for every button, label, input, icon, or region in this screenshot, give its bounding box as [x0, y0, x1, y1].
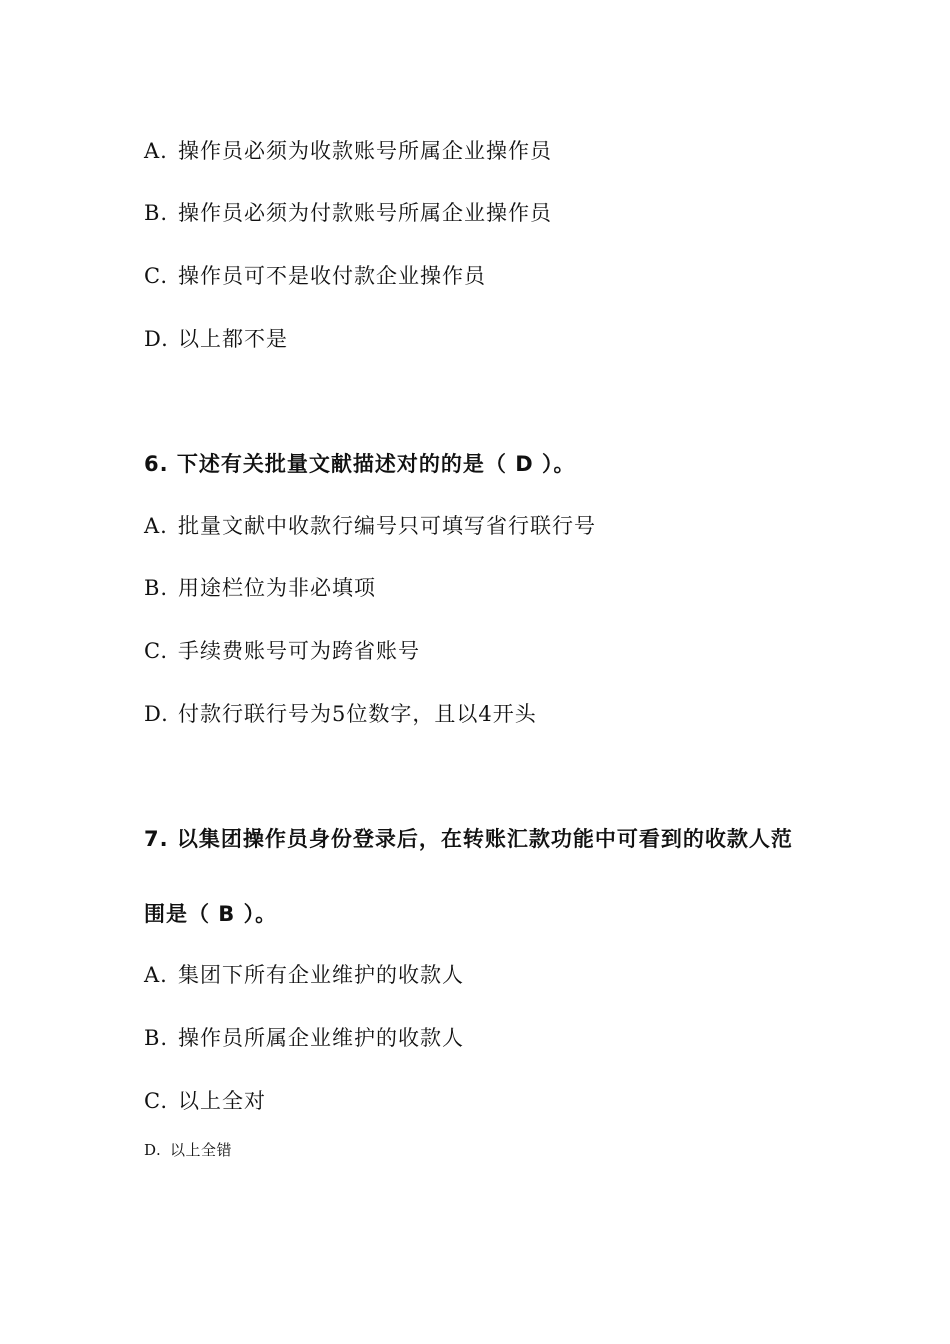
option-letter: C.	[144, 264, 168, 288]
q5-option-c	[144, 262, 486, 290]
option-letter: D.	[144, 1141, 162, 1159]
q7-option-d	[144, 1140, 232, 1160]
q5-option-a	[144, 137, 552, 165]
option-text: 集团下所有企业维护的收款人	[178, 963, 464, 987]
option-letter: A.	[144, 139, 168, 163]
option-text: 操作员必须为付款账号所属企业操作员	[178, 201, 552, 225]
option-text: 以上全对	[178, 1089, 266, 1113]
option-letter: A.	[144, 963, 168, 987]
q7-option-c	[144, 1087, 266, 1115]
option-letter: D.	[144, 702, 169, 726]
option-letter: C.	[144, 639, 168, 663]
option-text: 以上都不是	[178, 327, 288, 351]
q6-option-b	[144, 574, 376, 602]
option-text: 用途栏位为非必填项	[178, 576, 376, 600]
option-letter: A.	[144, 514, 168, 538]
q6-option-a	[144, 512, 596, 540]
option-letter: C.	[144, 1089, 168, 1113]
option-text: 批量文献中收款行编号只可填写省行联行号	[178, 514, 596, 538]
option-letter: B.	[144, 1026, 169, 1050]
q7-option-a	[144, 961, 464, 989]
q5-option-b	[144, 199, 552, 227]
q5-option-d	[144, 325, 288, 353]
option-letter: B.	[144, 201, 169, 225]
option-text: 以上全错	[170, 1141, 233, 1159]
option-text: 操作员必须为收款账号所属企业操作员	[178, 139, 552, 163]
q6-option-d	[144, 700, 537, 728]
q6-option-c	[144, 637, 420, 665]
option-text: 操作员可不是收付款企业操作员	[178, 264, 486, 288]
q6-stem: 6. 下述有关批量文献描述对的的是（ D ）。	[144, 452, 576, 476]
q7-stem-line2: 围是（ B ）。	[144, 902, 278, 926]
q7-stem-line1: 7. 以集团操作员身份登录后，在转账汇款功能中可看到的收款人范	[144, 827, 793, 851]
option-letter: D.	[144, 327, 169, 351]
option-text: 付款行联行号为5位数字，且以4开头	[178, 702, 537, 726]
option-letter: B.	[144, 576, 169, 600]
q7-option-b	[144, 1024, 464, 1052]
option-text: 手续费账号可为跨省账号	[178, 639, 420, 663]
option-text: 操作员所属企业维护的收款人	[178, 1026, 464, 1050]
